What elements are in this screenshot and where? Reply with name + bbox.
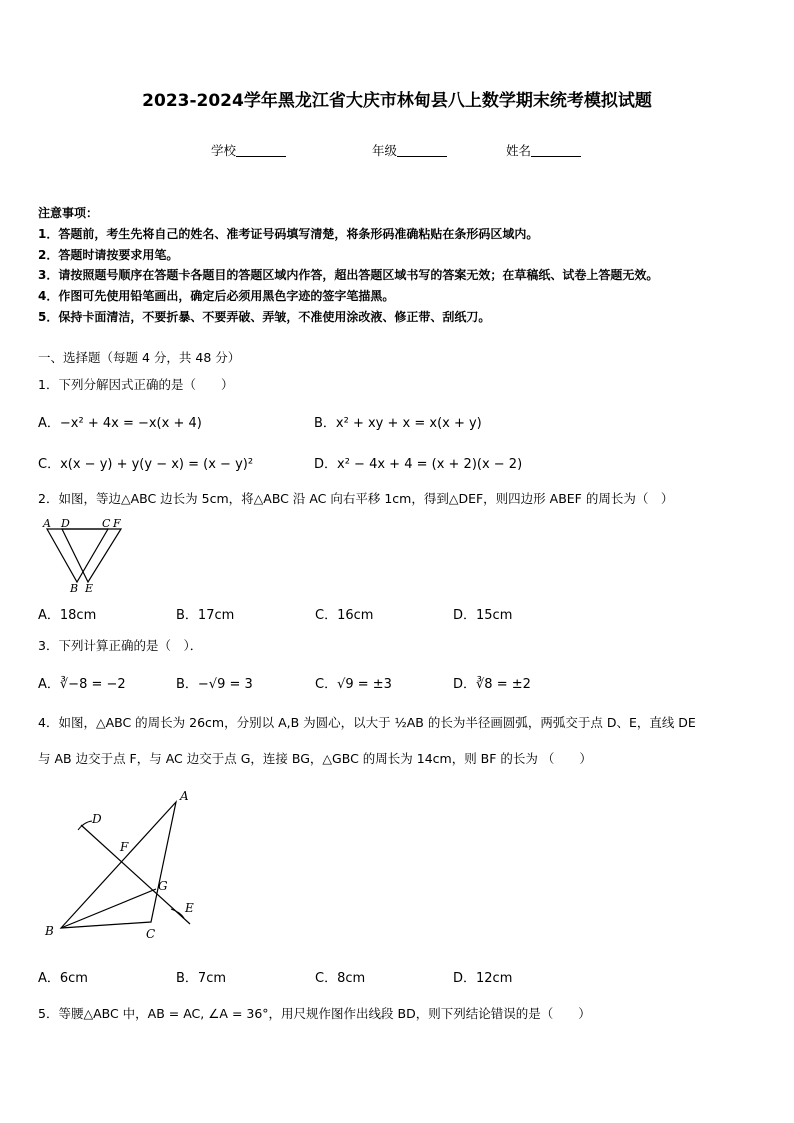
triangle-def	[62, 529, 121, 582]
question-1-option-b: B．x² + xy + x = x(x + y)	[314, 416, 482, 431]
grade-label: 年级	[372, 143, 398, 158]
grade-blank	[397, 144, 447, 157]
triangle-abc	[61, 802, 176, 928]
question-4-stem-line2: 与 AB 边交于点 F，与 AC 边交于点 G，连接 BG，△GBC 的周长为 14cm，则 BF 的长为 （ ）	[38, 751, 592, 766]
label-b: B	[70, 582, 79, 594]
question-3-option-c: C．√9 = ±3	[315, 677, 392, 692]
note-item: 2．答题时请按要求用笔。	[38, 248, 179, 262]
question-2-option-c: C．16cm	[315, 608, 374, 623]
question-2-option-b: B．17cm	[176, 608, 235, 623]
notes-heading: 注意事项：	[38, 206, 99, 220]
label-b: B	[45, 924, 54, 938]
note-item: 4．作图可先使用铅笔画出，确定后必须用黑色字迹的签字笔描黑。	[38, 289, 395, 303]
question-3-stem: 3．下列计算正确的是（ ）．	[38, 638, 203, 653]
question-3-option-d: D．∛8 = ±2	[453, 677, 531, 692]
line-de	[81, 825, 190, 924]
label-c: C	[102, 517, 111, 530]
question-2-option-d: D．15cm	[453, 608, 513, 623]
question-1-stem: 1．下列分解因式正确的是（ ）	[38, 377, 234, 392]
note-item: 1．答题前，考生先将自己的姓名、准考证号码填写清楚，将条形码准确粘贴在条形码区域内。	[38, 227, 539, 241]
label-f: F	[120, 840, 129, 854]
label-e: E	[85, 582, 94, 594]
question-5-stem: 5．等腰△ABC 中，AB = AC, ∠A = 36°，用尺规作图作出线段 BD，则下列结论错误的是（ ）	[38, 1006, 591, 1021]
question-1-option-d: D．x² − 4x + 4 = (x + 2)(x − 2)	[314, 457, 523, 472]
page-title: 2023-2024学年黑龙江省大庆市林甸县八上数学期末统考模拟试题	[142, 91, 652, 111]
question-4-option-c: C．8cm	[315, 971, 366, 986]
question-4-figure	[40, 785, 210, 945]
triangle-abc	[47, 529, 108, 582]
label-d: D	[92, 812, 102, 826]
question-4-option-a: A．6cm	[38, 971, 88, 986]
label-a: A	[43, 517, 51, 530]
question-4-stem-line1: 4．如图，△ABC 的周长为 26cm，分别以 A,B 为圆心，以大于 ½AB 的长为半径画圆弧，两弧交于点 D、E，直线 DE	[38, 715, 696, 730]
question-1-option-c: C．x(x − y) + y(y − x) = (x − y)²	[38, 457, 254, 472]
note-item: 3．请按照题号顺序在答题卡各题目的答题区域内作答，超出答题区域书写的答案无效；在草稿纸、试卷上答题无效。	[38, 268, 659, 282]
question-2-figure	[40, 516, 126, 594]
name-label: 姓名	[506, 143, 532, 158]
school-field	[211, 141, 286, 159]
question-3-option-b: B．−√9 = 3	[176, 677, 253, 692]
label-f: F	[113, 517, 121, 530]
question-3-option-a: A．∛−8 = −2	[38, 677, 126, 692]
section-heading: 一、选择题（每题 4 分，共 48 分）	[38, 350, 241, 365]
question-4-option-b: B．7cm	[176, 971, 227, 986]
school-blank	[236, 144, 286, 157]
name-field	[506, 141, 581, 159]
note-item: 5．保持卡面清洁，不要折暴、不要弄破、弄皱，不准使用涂改液、修正带、刮纸刀。	[38, 310, 491, 324]
question-2-stem: 2．如图，等边△ABC 边长为 5cm，将△ABC 沿 AC 向右平移 1cm，得到△DEF，则四边形 ABEF 的周长为（ ）	[38, 491, 674, 506]
question-2-option-a: A．18cm	[38, 608, 97, 623]
question-1-option-a: A．−x² + 4x = −x(x + 4)	[38, 416, 202, 431]
grade-field	[372, 141, 447, 159]
school-label: 学校	[211, 143, 237, 158]
label-d: D	[61, 517, 70, 530]
label-e: E	[185, 901, 194, 915]
label-g: G	[158, 879, 168, 893]
question-4-option-d: D．12cm	[453, 971, 513, 986]
label-c: C	[146, 927, 156, 941]
name-blank	[531, 144, 581, 157]
label-a: A	[180, 789, 189, 803]
